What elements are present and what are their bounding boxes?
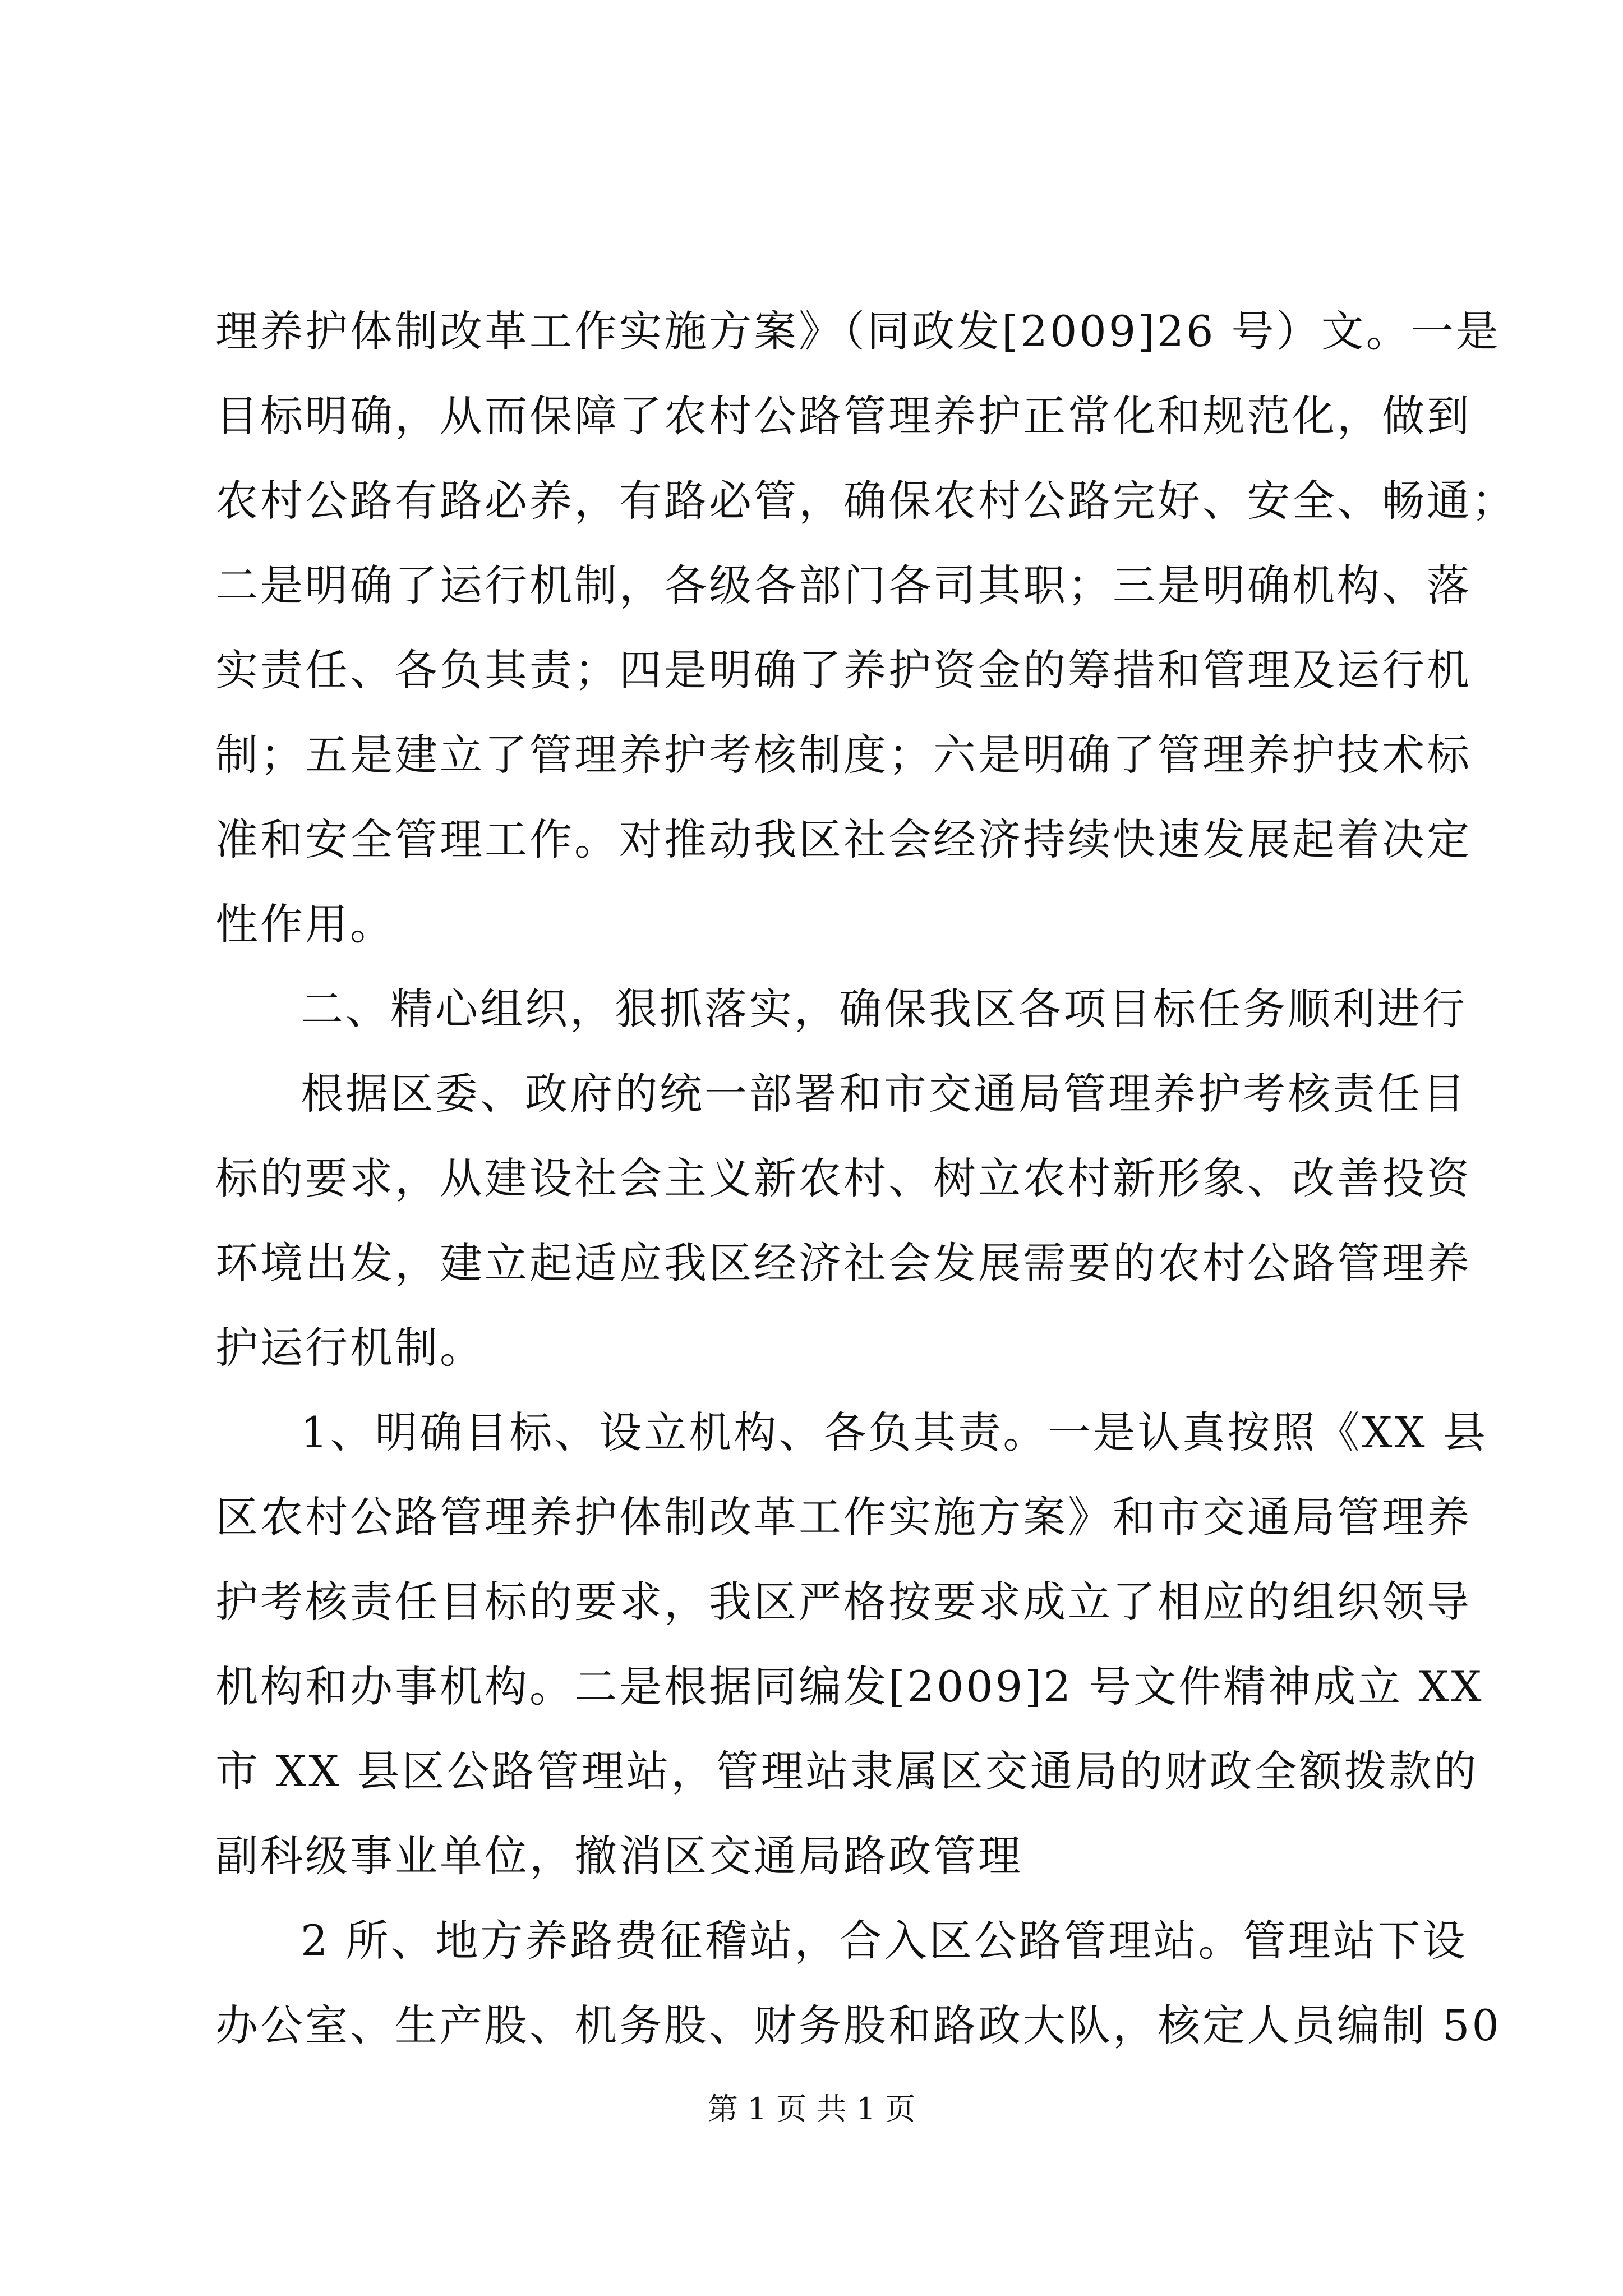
- text-line: 2 所、地方养路费征稽站，合入区公路管理站。管理站下设: [301, 1916, 1468, 1966]
- text-line: 理养护体制改革工作实施方案》（同政发[2009]26 号）文。一是: [215, 306, 1501, 356]
- text-line: 农村公路有路必养，有路必管，确保农村公路完好、安全、畅通；: [215, 476, 1516, 526]
- text-line: 制；五是建立了管理养护考核制度；六是明确了管理养护技术标: [215, 730, 1472, 780]
- text-line: 1、明确目标、设立机构、各负其责。一是认真按照《XX 县: [301, 1407, 1488, 1457]
- text-line: 实责任、各负其责；四是明确了养护资金的筹措和管理及运行机: [215, 645, 1472, 695]
- text-line: 副科级事业单位，撤消区交通局路政管理: [215, 1831, 1023, 1881]
- section-heading: 二、精心组织，狠抓落实，确保我区各项目标任务顺利进行: [301, 984, 1467, 1034]
- text-line: 二是明确了运行机制，各级各部门各司其职；三是明确机构、落: [215, 560, 1472, 610]
- text-line: 目标明确，从而保障了农村公路管理养护正常化和规范化，做到: [215, 391, 1472, 441]
- text-line: 市 XX 县区公路管理站，管理站隶属区交通局的财政全额拨款的: [215, 1746, 1479, 1796]
- text-line: 办公室、生产股、机务股、财务股和路政大队，核定人员编制 50: [215, 2000, 1501, 2050]
- text-line: 区农村公路管理养护体制改革工作实施方案》和市交通局管理养: [215, 1492, 1472, 1542]
- text-line: 性作用。: [215, 899, 395, 949]
- text-line: 准和安全管理工作。对推动我区社会经济持续快速发展起着决定: [215, 815, 1472, 864]
- page-footer: 第 1 页 共 1 页: [707, 2091, 916, 2127]
- text-line: 机构和办事机构。二是根据同编发[2009]2 号文件精神成立 XX: [215, 1662, 1484, 1711]
- text-line: 环境出发，建立起适应我区经济社会发展需要的农村公路管理养: [215, 1238, 1472, 1288]
- text-line: 护考核责任目标的要求，我区严格按要求成立了相应的组织领导: [215, 1577, 1472, 1627]
- text-line: 护运行机制。: [215, 1323, 485, 1373]
- text-line: 根据区委、政府的统一部署和市交通局管理养护考核责任目: [301, 1069, 1467, 1119]
- text-line: 标的要求，从建设社会主义新农村、树立农村新形象、改善投资: [215, 1153, 1472, 1203]
